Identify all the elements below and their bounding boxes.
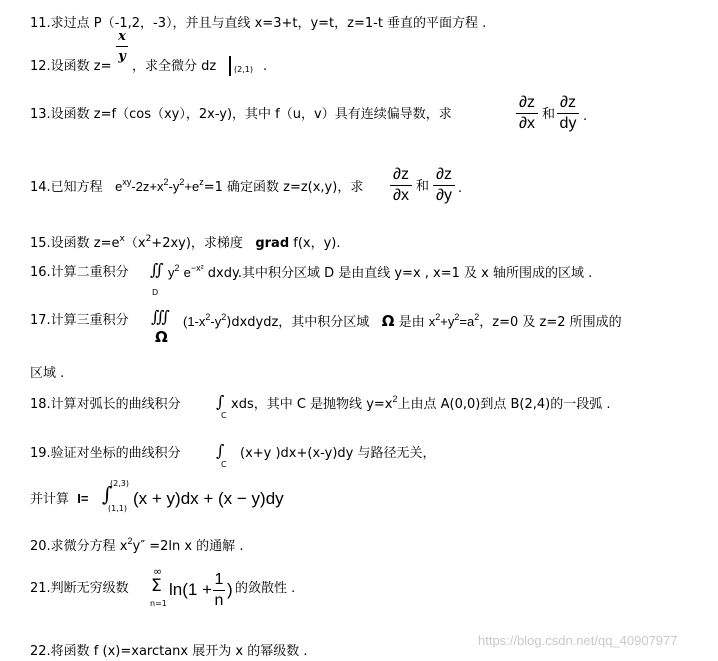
problem-13-fraction-2: ∂z dy [557,95,579,132]
problem-13-end: . [583,109,588,124]
problem-21-body: ln(1 + [169,580,212,599]
sum-upper: ∞ [153,565,163,578]
problem-18: 18.计算对弧长的曲线积分 [30,397,181,412]
problem-19-body: (x+y )dx+(x-y)dy 与路径无关， [240,446,436,461]
problem-12-end: . [263,59,268,74]
problem-17-continued: 区域 . [30,366,65,381]
problem-12: 12.设函数 z= [30,59,112,74]
problem-21: 21.判断无穷级数 [30,581,129,596]
line-integral-sign-2: ∫ [216,441,225,460]
problem-19: 19.验证对坐标的曲线积分 [30,446,181,461]
problem-22: 22.将函数 f (x)=xarctanx 展开为 x 的幂级数 . [30,644,308,659]
definite-line-integral-sign: ∫ [102,482,113,506]
problem-17-domain: Ω [155,328,168,346]
problem-21-fraction: 1 n [214,571,224,609]
upper-limit: (2,3) [110,479,129,488]
problem-14: 14.已知方程 $e^{xy}-2z+x^2-y^2+e^z=1$ 确定函数 z=z(x,y)，求 [30,177,364,195]
problem-11: 11.求过点 P（-1,2，-3），并且与直线 x=3+t，y=t，z=1-t 垂直的平面方程 . [30,16,487,31]
problem-16-integrand: $y^2$ $e^{-x^2}$ dxdy.其中积分区域 D 是由直线 y=x , x=1 及 x 轴所围成的区域 . [168,263,593,281]
triple-integral-sign: ∭ [151,307,170,326]
problem-17-body: $(1-x^2-y^2)dxdydz$，其中积分区域 Ω 是由 $x^2+y^2=a^2$，z=0 及 z=2 所围成的 [183,312,622,330]
problem-21-close: ) [227,580,233,599]
problem-16: 16.计算二重积分 [30,265,129,280]
double-integral-sign: ∬ [150,260,164,279]
problem-19-integrand: (x + y)dx + (x − y)dy [133,489,284,508]
problem-19-compute: 并计算 I= [30,491,89,507]
problem-14-end: . [458,181,463,196]
problem-14-and: 和 [416,179,430,194]
problem-18-curve: C [221,411,227,420]
problem-18-body: xds，其中 C 是抛物线 $y=x^2$上由点 A(0,0)到点 B(2,4)的一段弧 . [231,394,611,412]
problem-12-fraction: x y [115,30,129,63]
problem-13-and: 和 [542,107,556,122]
eval-point: (2,1) [234,65,253,74]
problem-14-fraction-2: ∂z ∂y [433,167,455,204]
problem-12-tail: ，求全微分 dz [132,59,217,74]
eval-bar [229,56,231,76]
line-integral-sign: ∫ [216,392,225,411]
watermark: https://blog.csdn.net/qq_40907977 [478,633,678,648]
problem-15: 15.设函数 $z=e^x(x^2+2xy)$，求梯度 grad f(x，y). [30,234,341,251]
problem-16-domain: D [152,288,159,297]
problem-19-curve: C [221,460,227,469]
sum-lower: n=1 [150,599,167,608]
problem-20: 20.求微分方程 $x^2y'' =2\ln$ x 的通解 . [30,536,244,554]
problem-13: 13.设函数 z=f（cos（xy），2x-y)，其中 f（u，v）具有连续偏导数，求 [30,107,452,122]
problem-13-fraction-1: ∂z ∂x [516,95,538,132]
lower-limit: (1,1) [108,504,127,513]
problem-21-tail: 的敛散性 . [235,581,296,596]
sum-sign: Σ [151,576,162,596]
problem-14-fraction-1: ∂z ∂x [390,167,412,204]
problem-17: 17.计算三重积分 [30,313,129,328]
